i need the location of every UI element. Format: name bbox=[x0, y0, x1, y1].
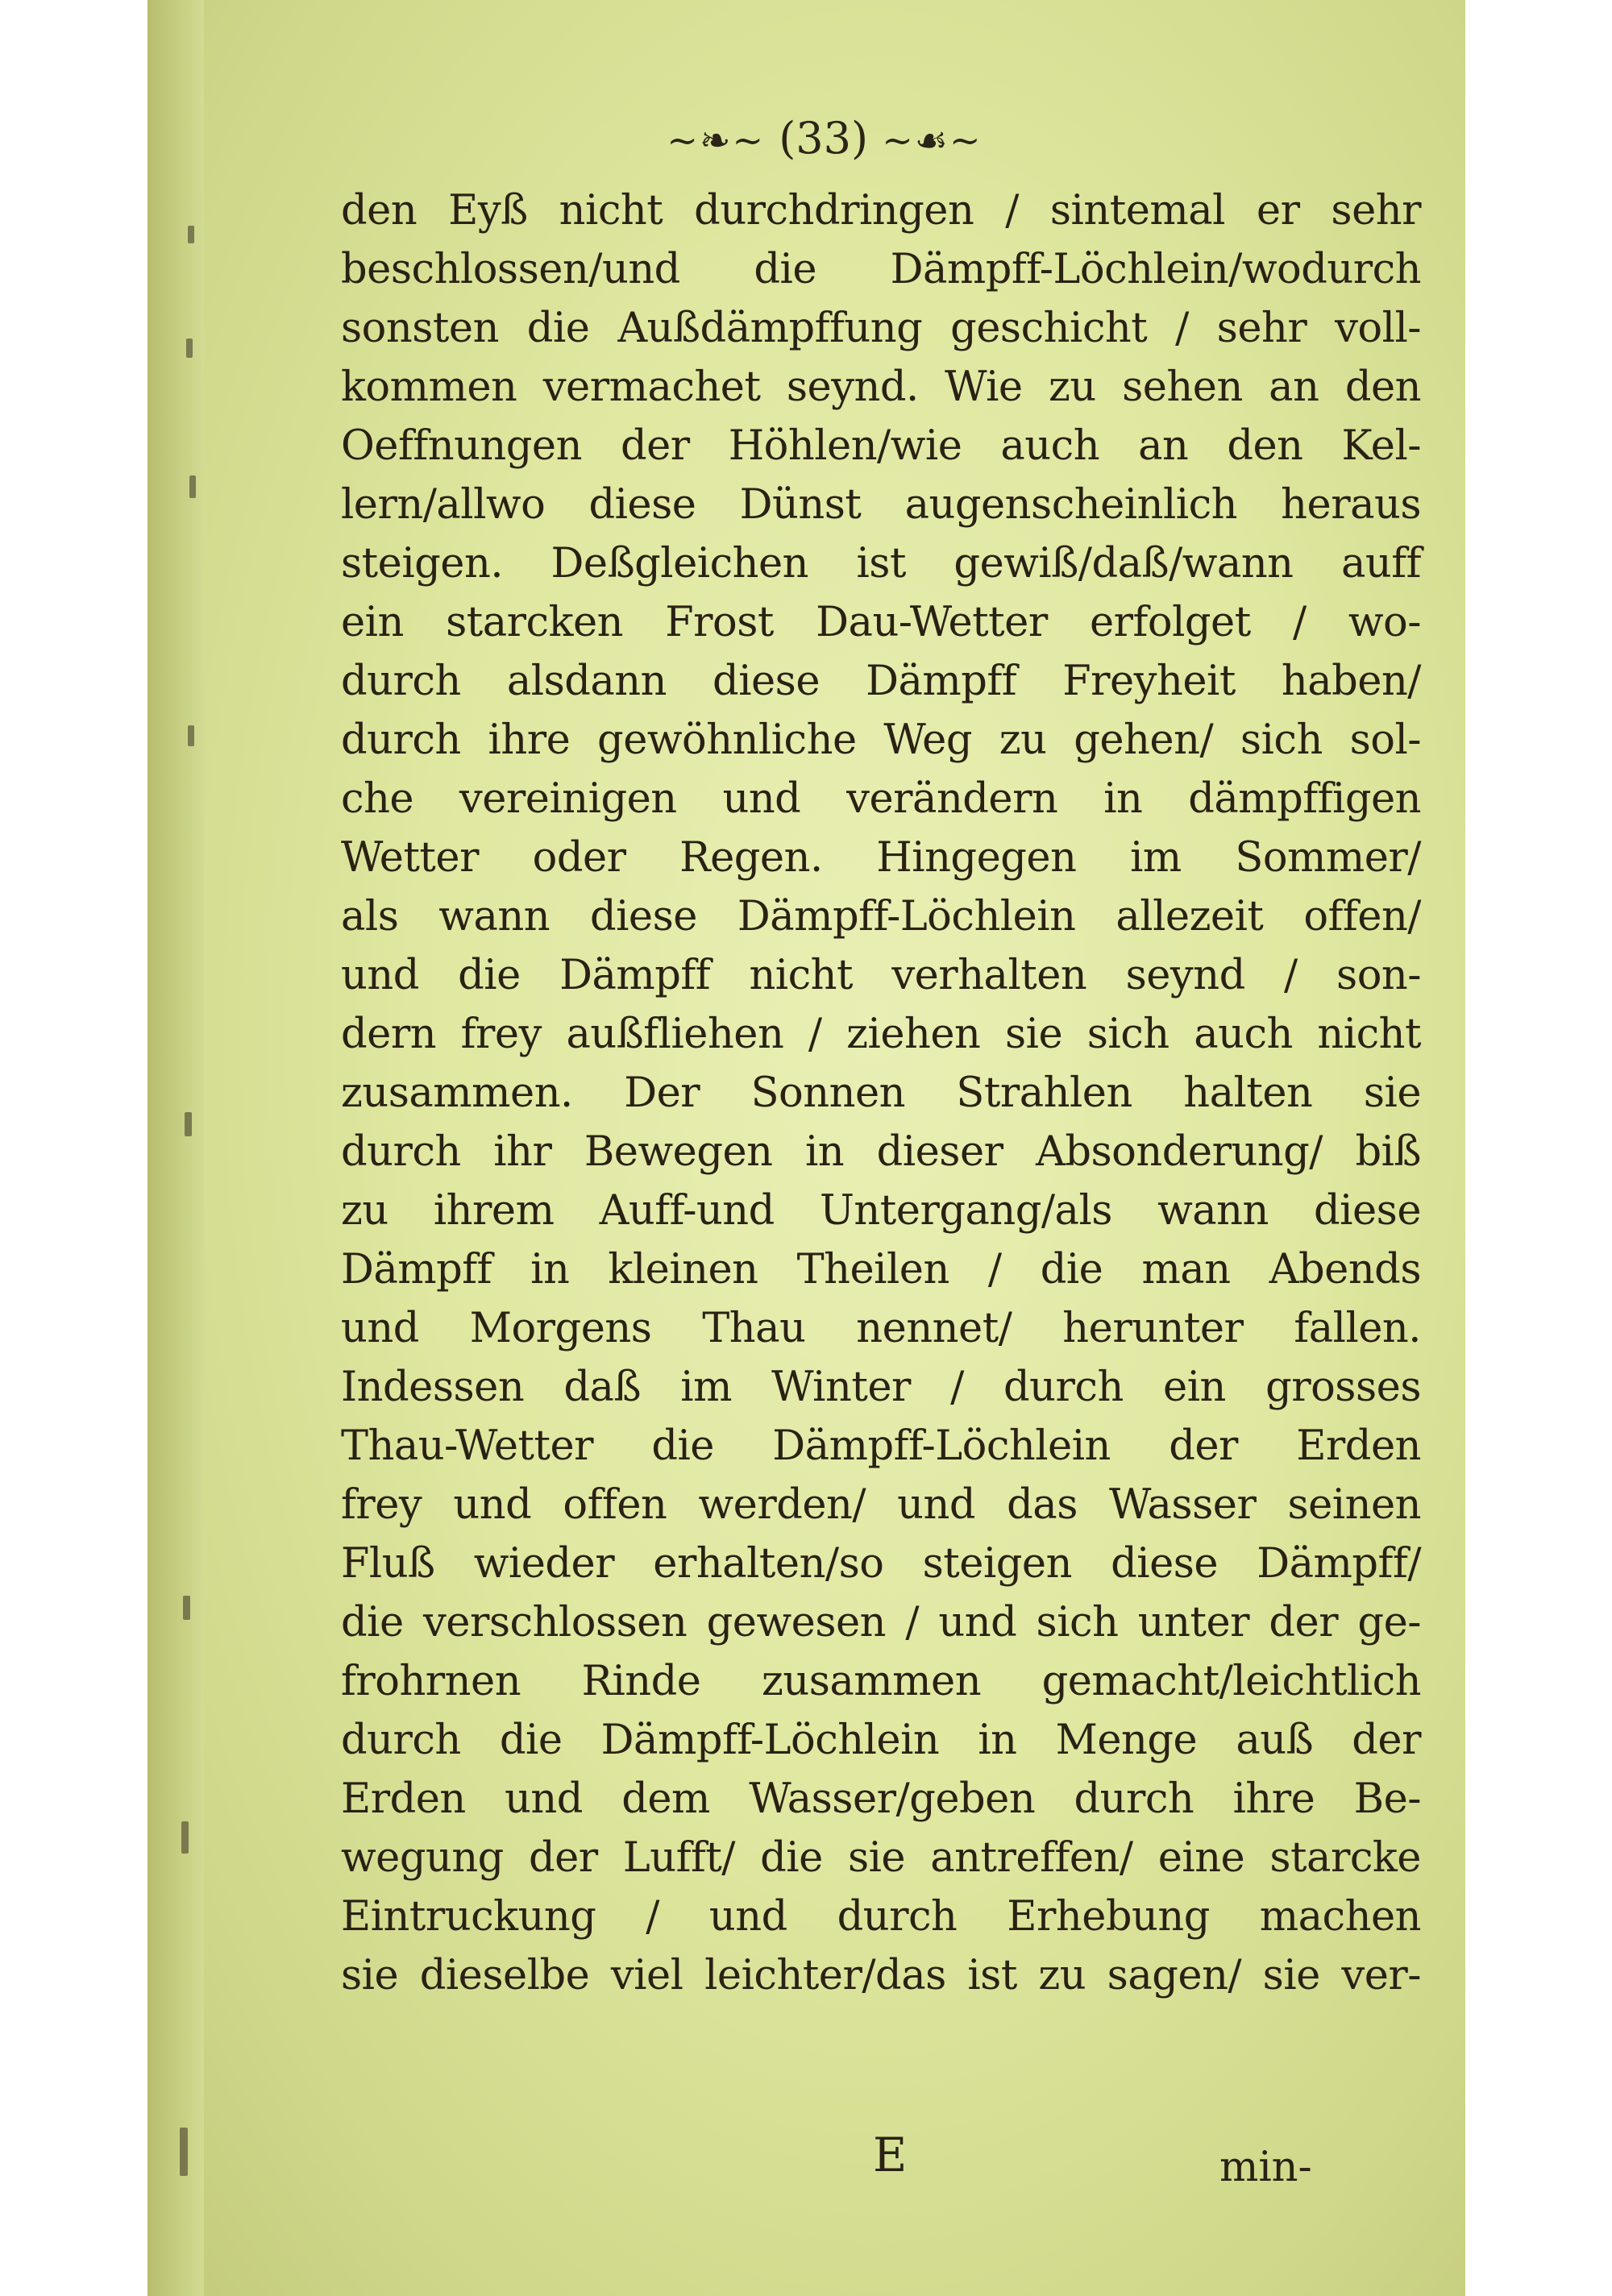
text-line: Thau-Wetter die Dämpff-Löchlein der Erden bbox=[341, 1422, 1421, 1470]
text-line: che vereinigen und verändern in dämpffigen bbox=[341, 775, 1421, 823]
text-line: Fluß wieder erhalten/so steigen diese Dämpff/ bbox=[341, 1540, 1421, 1588]
text-line: dern frey außfliehen / ziehen sie sich auch nicht bbox=[341, 1011, 1421, 1058]
text-line: beschlossen/und die Dämpff-Löchlein/wodurch bbox=[341, 246, 1421, 293]
catchword: min- bbox=[1219, 2144, 1312, 2191]
text-line: die verschlossen gewesen / und sich unter der ge- bbox=[341, 1599, 1421, 1646]
text-line: lern/allwo diese Dünst augenscheinlich heraus bbox=[341, 481, 1421, 529]
text-line: zu ihrem Auff-und Untergang/als wann diese bbox=[341, 1187, 1421, 1235]
text-line: Erden und dem Wasser/geben durch ihre Be- bbox=[341, 1775, 1421, 1823]
text-line: Dämpff in kleinen Theilen / die man Abends bbox=[341, 1246, 1421, 1293]
text-line: kommen vermachet seynd. Wie zu sehen an den bbox=[341, 363, 1421, 411]
text-line: frohrnen Rinde zusammen gemacht/leichtlich bbox=[341, 1658, 1421, 1705]
text-line: wegung der Lufft/ die sie antreffen/ eine starcke bbox=[341, 1834, 1421, 1882]
text-line: ein starcken Frost Dau-Wetter erfolget / wo- bbox=[341, 599, 1421, 646]
text-line: frey und offen werden/ und das Wasser seinen bbox=[341, 1481, 1421, 1529]
bleed-mark bbox=[185, 1112, 192, 1136]
text-line: durch ihr Bewegen in dieser Absonderung/ biß bbox=[341, 1128, 1421, 1176]
text-line: durch die Dämpff-Löchlein in Menge auß der bbox=[341, 1717, 1421, 1764]
text-line: Oeffnungen der Höhlen/wie auch an den Kel- bbox=[341, 422, 1421, 470]
text-line: und die Dämpff nicht verhalten seynd / son- bbox=[341, 952, 1421, 999]
text-line: sie dieselbe viel leichter/das ist zu sagen/ sie ver- bbox=[341, 1952, 1421, 1999]
text-line: als wann diese Dämpff-Löchlein allezeit offen/ bbox=[341, 893, 1421, 940]
text-line: zusammen. Der Sonnen Strahlen halten sie bbox=[341, 1069, 1421, 1117]
body-text bbox=[147, 0, 1465, 2296]
book-page bbox=[147, 0, 1465, 2296]
bleed-mark bbox=[189, 475, 196, 498]
ornament-left-icon: ~❧~ bbox=[667, 118, 766, 162]
text-line: Wetter oder Regen. Hingegen im Sommer/ bbox=[341, 834, 1421, 882]
text-line: durch ihre gewöhnliche Weg zu gehen/ sich sol- bbox=[341, 716, 1421, 764]
text-line: Indessen daß im Winter / durch ein grosses bbox=[341, 1364, 1421, 1411]
text-line: durch alsdann diese Dämpff Freyheit haben/ bbox=[341, 658, 1421, 705]
text-line: sonsten die Außdämpffung geschicht / sehr voll- bbox=[341, 305, 1421, 352]
text-line: Eintruckung / und durch Erhebung machen bbox=[341, 1893, 1421, 1941]
text-line: den Eyß nicht durchdringen / sintemal er sehr bbox=[341, 187, 1421, 235]
bleed-mark bbox=[186, 338, 193, 358]
signature-mark: E bbox=[873, 2128, 908, 2182]
bleed-mark bbox=[180, 2128, 188, 2176]
page-number: (33) bbox=[779, 113, 869, 164]
ornament-right-icon: ~☙~ bbox=[882, 118, 983, 162]
bleed-mark bbox=[188, 725, 194, 746]
bleed-mark bbox=[188, 226, 194, 243]
bleed-mark bbox=[183, 1596, 190, 1620]
bleed-mark bbox=[181, 1821, 189, 1854]
text-line: steigen. Deßgleichen ist gewiß/daß/wann auff bbox=[341, 540, 1421, 587]
text-line: und Morgens Thau nennet/ herunter fallen. bbox=[341, 1305, 1421, 1352]
